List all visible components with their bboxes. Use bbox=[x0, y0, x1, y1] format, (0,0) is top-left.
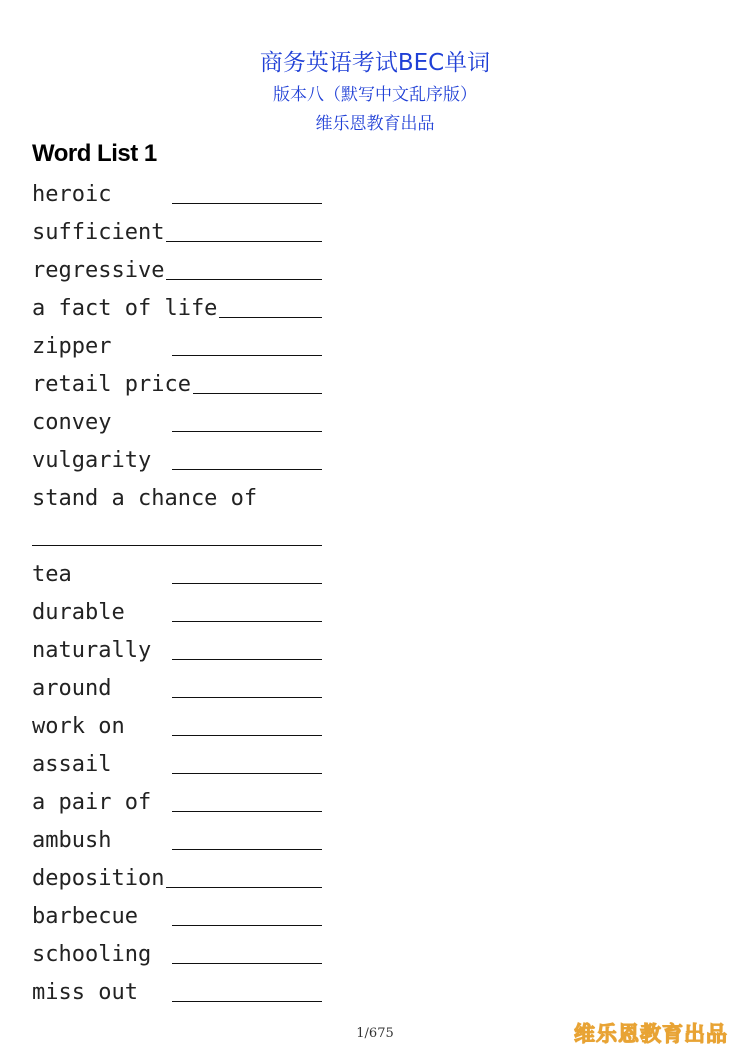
word-row bbox=[32, 897, 322, 935]
word-row bbox=[32, 213, 322, 251]
answer-blank bbox=[172, 469, 322, 470]
answer-blank bbox=[172, 621, 322, 622]
answer-blank bbox=[172, 355, 322, 356]
word-label: durable bbox=[32, 599, 125, 625]
word-label: barbecue bbox=[32, 903, 138, 929]
word-row bbox=[32, 327, 322, 365]
word-row bbox=[32, 669, 322, 707]
word-label: vulgarity bbox=[32, 447, 152, 473]
word-row bbox=[32, 935, 322, 973]
word-row bbox=[32, 593, 322, 631]
answer-blank bbox=[193, 393, 322, 394]
answer-blank bbox=[172, 811, 322, 812]
answer-blank bbox=[172, 849, 322, 850]
word-row bbox=[32, 251, 322, 289]
publisher-line: 维乐恩教育出品 bbox=[315, 114, 435, 134]
word-label: tea bbox=[32, 561, 72, 587]
answer-blank bbox=[172, 735, 322, 736]
word-row bbox=[32, 555, 322, 593]
answer-blank bbox=[172, 659, 322, 660]
word-row bbox=[32, 403, 322, 441]
word-label: zipper bbox=[32, 333, 112, 359]
word-row bbox=[32, 365, 322, 403]
word-list-heading: Word List 1 bbox=[32, 140, 157, 167]
answer-blank bbox=[172, 1001, 322, 1002]
word-label: sufficient bbox=[32, 219, 165, 245]
publisher-watermark: 维乐恩教育出品 bbox=[574, 1022, 728, 1046]
word-label: miss out bbox=[32, 979, 138, 1005]
word-row bbox=[32, 441, 322, 479]
word-row-continuation bbox=[32, 517, 322, 555]
word-row bbox=[32, 783, 322, 821]
word-row bbox=[32, 707, 322, 745]
word-list bbox=[32, 175, 322, 1011]
word-row bbox=[32, 631, 322, 669]
word-label: retail price bbox=[32, 371, 191, 397]
word-row bbox=[32, 821, 322, 859]
word-label: deposition bbox=[32, 865, 165, 891]
word-label: heroic bbox=[32, 181, 112, 207]
word-label: a pair of bbox=[32, 789, 152, 815]
word-label: schooling bbox=[32, 941, 152, 967]
word-label: regressive bbox=[32, 257, 165, 283]
answer-blank bbox=[172, 583, 322, 584]
word-label: around bbox=[32, 675, 112, 701]
word-row bbox=[32, 973, 322, 1011]
document-subtitle: 版本八（默写中文乱序版） bbox=[273, 85, 477, 105]
word-label: convey bbox=[32, 409, 112, 435]
answer-blank bbox=[172, 773, 322, 774]
word-label: work on bbox=[32, 713, 125, 739]
answer-blank bbox=[166, 241, 322, 242]
word-label: stand a chance of bbox=[32, 485, 258, 511]
answer-blank bbox=[172, 963, 322, 964]
answer-blank bbox=[166, 279, 322, 280]
answer-blank bbox=[172, 697, 322, 698]
answer-blank bbox=[166, 887, 322, 888]
answer-blank bbox=[219, 317, 322, 318]
word-label: naturally bbox=[32, 637, 152, 663]
word-label: assail bbox=[32, 751, 112, 777]
word-label: a fact of life bbox=[32, 295, 218, 321]
answer-blank bbox=[172, 431, 322, 432]
word-row bbox=[32, 479, 322, 517]
word-label: ambush bbox=[32, 827, 112, 853]
page-number: 1/675 bbox=[356, 1026, 394, 1041]
answer-blank bbox=[32, 545, 322, 546]
word-row bbox=[32, 745, 322, 783]
document-title: 商务英语考试BEC单词 bbox=[259, 50, 491, 76]
answer-blank bbox=[172, 203, 322, 204]
answer-blank bbox=[172, 925, 322, 926]
word-row bbox=[32, 175, 322, 213]
word-row bbox=[32, 859, 322, 897]
word-row bbox=[32, 289, 322, 327]
